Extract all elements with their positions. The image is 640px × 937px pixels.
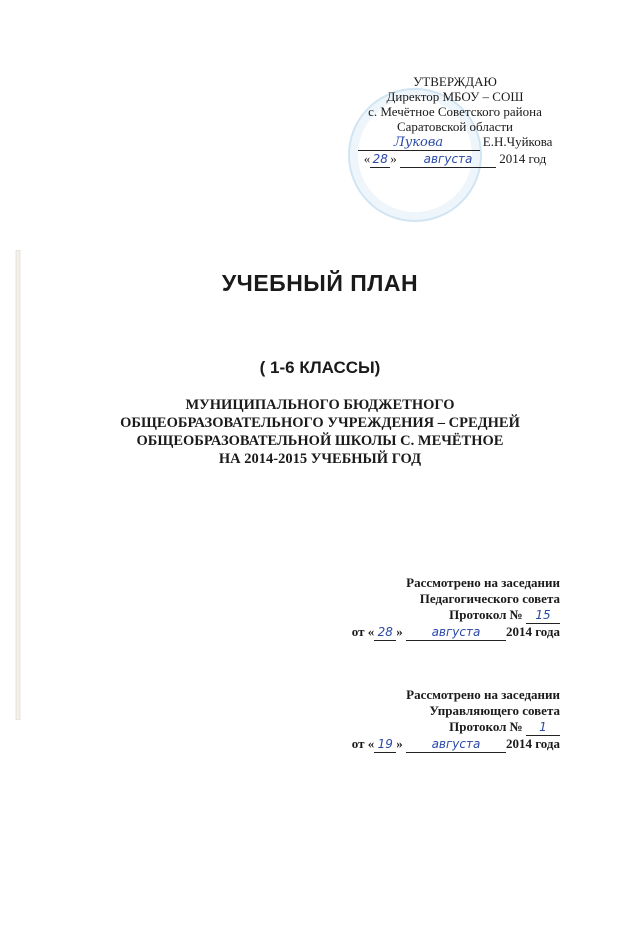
org-line-2: ОБЩЕОБРАЗОВАТЕЛЬНОГО УЧРЕЖДЕНИЯ – СРЕДНЕЙ	[120, 415, 520, 431]
org-line-1: МУНИЦИПАЛЬНОГО БЮДЖЕТНОГО	[185, 397, 455, 413]
meeting1-protocol-row	[300, 607, 560, 624]
meeting1-date-prefix: от «	[351, 624, 375, 639]
pedagogical-council-block	[300, 575, 560, 641]
grades-subtitle: ( 1-6 КЛАССЫ)	[259, 358, 381, 377]
approval-line-2: с. Мечётное Советского района	[368, 104, 542, 119]
meeting1-protocol-field	[526, 607, 560, 624]
approval-day: 28	[372, 152, 388, 166]
organization-name	[60, 396, 580, 468]
approval-heading: УТВЕРЖДАЮ	[413, 74, 497, 89]
approval-date-quote-close: »	[390, 151, 397, 166]
meeting2-protocol-number: 1	[539, 720, 547, 734]
meeting2-line-1: Рассмотрено на заседании	[406, 687, 560, 702]
binding-strip	[14, 250, 22, 720]
approval-signer: Е.Н.Чуйкова	[482, 134, 553, 149]
signature-line	[358, 134, 480, 151]
approval-year: 2014 год	[499, 151, 547, 166]
approval-month-field	[400, 151, 496, 168]
org-line-4: НА 2014-2015 УЧЕБНЫЙ ГОД	[218, 451, 422, 467]
approval-date-row	[340, 151, 570, 168]
meeting1-protocol-number: 15	[535, 608, 551, 622]
meeting2-protocol-field	[526, 719, 560, 736]
approval-day-field	[370, 151, 390, 168]
governing-council-block	[300, 687, 560, 753]
meeting2-line-2: Управляющего совета	[429, 703, 560, 718]
meeting1-date-row	[300, 624, 560, 641]
meeting2-day-field	[374, 736, 396, 753]
meeting2-protocol-row	[300, 719, 560, 736]
org-line-3: ОБЩЕОБРАЗОВАТЕЛЬНОЙ ШКОЛЫ С. МЕЧЁТНОЕ	[136, 433, 504, 449]
approval-signature-row	[340, 134, 570, 151]
meeting1-day: 28	[377, 625, 393, 639]
document-title: УЧЕБНЫЙ ПЛАН	[221, 270, 419, 296]
meeting2-date-mid: »	[396, 736, 403, 751]
meeting2-date-prefix: от «	[351, 736, 375, 751]
meeting1-day-field	[374, 624, 396, 641]
meeting1-date-mid: »	[396, 624, 403, 639]
approval-line-1: Директор МБОУ – СОШ	[386, 89, 524, 104]
meeting1-line-2: Педагогического совета	[419, 591, 560, 606]
meeting1-year: 2014 года	[505, 624, 560, 639]
meeting2-month-field	[406, 736, 506, 753]
approval-block	[340, 74, 570, 168]
meeting1-month-field	[406, 624, 506, 641]
meeting2-protocol-label: Протокол №	[449, 719, 523, 734]
meeting1-protocol-label: Протокол №	[449, 607, 523, 622]
meeting1-line-1: Рассмотрено на заседании	[406, 575, 560, 590]
handwritten-signature: Лукова	[393, 135, 444, 150]
approval-date-quote-open: «	[363, 151, 371, 166]
meeting2-date-row	[300, 736, 560, 753]
meeting1-month: августа	[431, 625, 481, 639]
approval-line-3: Саратовской области	[396, 119, 514, 134]
meeting2-year: 2014 года	[505, 736, 560, 751]
approval-month: августа	[423, 152, 473, 166]
meeting2-day: 19	[377, 737, 393, 751]
meeting2-month: августа	[431, 737, 481, 751]
